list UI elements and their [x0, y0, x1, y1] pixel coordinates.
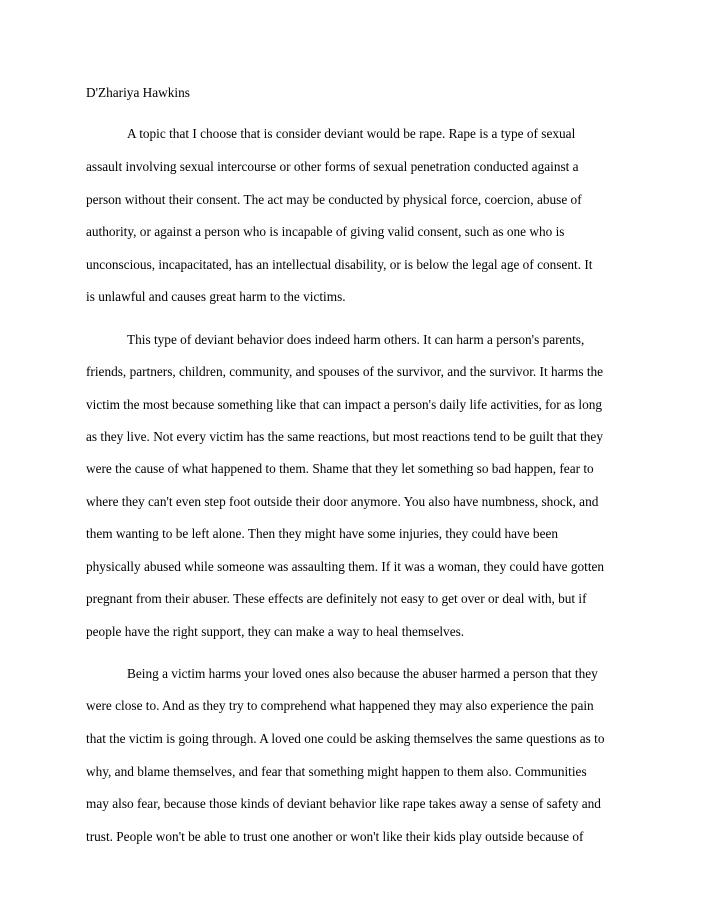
- paragraph-line: A topic that I choose that is consider deviant would be rape. Rape is a type of sexual: [127, 126, 576, 141]
- paragraph-line: trust. People won't be able to trust one another or won't like their kids play outside because of: [86, 829, 584, 844]
- paragraph-line: person without their consent. The act may be conducted by physical force, coercion, abuse of: [86, 192, 582, 207]
- paragraph-line: that the victim is going through. A loved one could be asking themselves the same questions as to: [86, 731, 605, 746]
- paragraph-line: physically abused while someone was assaulting them. If it was a woman, they could have gotten: [86, 559, 605, 574]
- paragraph-line: authority, or against a person who is incapable of giving valid consent, such as one who is: [86, 224, 565, 239]
- author-name: D'Zhariya Hawkins: [86, 85, 190, 100]
- paragraph-line: why, and blame themselves, and fear that something might happen to them also. Communities: [86, 764, 587, 779]
- paragraph-line: people have the right support, they can make a way to heal themselves.: [86, 624, 465, 639]
- paragraph-line: may also fear, because those kinds of deviant behavior like rape takes away a sense of safety and: [86, 796, 601, 811]
- paragraph-line: This type of deviant behavior does indeed harm others. It can harm a person's parents,: [127, 332, 585, 347]
- paragraph-line: Being a victim harms your loved ones also because the abuser harmed a person that they: [127, 666, 598, 681]
- paragraph-line: as they live. Not every victim has the same reactions, but most reactions tend to be guilt that they: [86, 429, 603, 444]
- paragraph-line: victim the most because something like that can impact a person's daily life activities, for as long: [86, 397, 603, 412]
- paragraph-line: is unlawful and causes great harm to the victims.: [86, 289, 346, 304]
- paragraph-line: pregnant from their abuser. These effects are definitely not easy to get over or deal with, but if: [86, 591, 587, 606]
- paragraph-line: were close to. And as they try to comprehend what happened they may also experience the pain: [86, 698, 594, 713]
- paragraph-line: where they can't even step foot outside their door anymore. You also have numbness, shock, and: [86, 494, 599, 509]
- paragraph-line: them wanting to be left alone. Then they might have some injuries, they could have been: [86, 526, 559, 541]
- paragraph-line: friends, partners, children, community, and spouses of the survivor, and the survivor. It harms the: [86, 364, 604, 379]
- paragraph-line: unconscious, incapacitated, has an intellectual disability, or is below the legal age of consent. It: [86, 257, 593, 272]
- paragraph-line: were the cause of what happened to them. Shame that they let something so bad happen, fear to: [86, 461, 594, 476]
- paragraph-line: assault involving sexual intercourse or other forms of sexual penetration conducted against a: [86, 159, 579, 174]
